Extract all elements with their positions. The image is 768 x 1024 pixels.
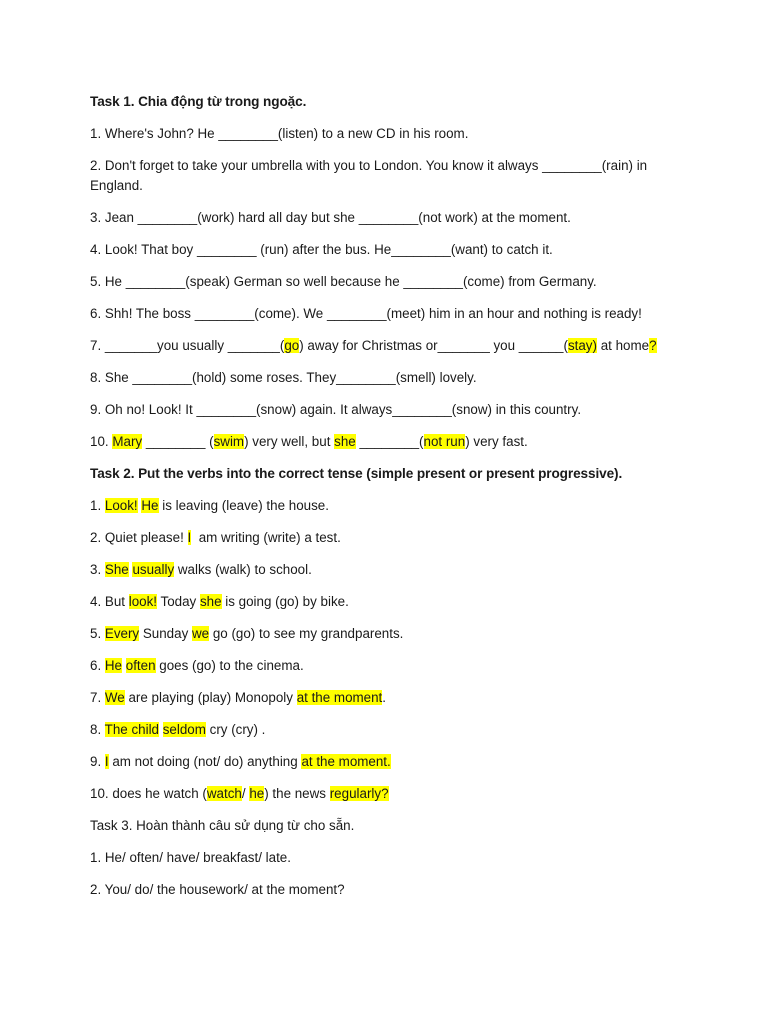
highlighted-text: go — [284, 338, 300, 353]
exercise-item — [90, 784, 690, 804]
highlighted-text: at the moment. — [301, 754, 391, 769]
item-text: ) the news — [264, 786, 330, 801]
highlighted-text: Mary — [112, 434, 143, 449]
item-text: cry (cry) . — [205, 722, 266, 737]
highlighted-text: he — [249, 786, 265, 801]
item-text: ________ ( — [142, 434, 214, 449]
item-text: 10. — [90, 434, 113, 449]
exercise-item — [90, 720, 690, 740]
task1-heading: Task 1. Chia động từ trong ngoặc. — [90, 94, 307, 109]
item-text: / — [241, 786, 250, 801]
document-content — [90, 92, 690, 912]
exercise-item — [90, 336, 690, 356]
exercise-item — [90, 240, 690, 260]
highlighted-text: watch — [206, 786, 242, 801]
exercise-item — [90, 304, 690, 324]
item-text: 6. Shh! The boss ________(come). We ________(meet) him in an hour and nothing is ready! — [90, 306, 642, 321]
task2-section — [90, 464, 690, 804]
highlighted-text: look! — [128, 594, 158, 609]
highlighted-text: I — [104, 754, 109, 769]
exercise-item — [90, 156, 690, 196]
item-text: 7. _______you usually _______( — [90, 338, 285, 353]
highlighted-text: She — [104, 562, 129, 577]
exercise-item — [90, 688, 690, 708]
item-text: 3. Jean ________(work) hard all day but she ________(not work) at the moment. — [90, 210, 571, 225]
highlighted-text: she — [199, 594, 222, 609]
item-text: 5. He ________(speak) German so well because he ________(come) from Germany. — [90, 274, 597, 289]
highlighted-text: swim — [213, 434, 245, 449]
highlighted-text: Every — [104, 626, 140, 641]
exercise-item — [90, 528, 690, 548]
exercise-item — [90, 124, 690, 144]
exercise-item — [90, 848, 690, 868]
item-text: 9. — [90, 754, 105, 769]
item-text: . — [382, 690, 387, 705]
item-text: 6. — [90, 658, 105, 673]
item-text: 2. Don't forget to take your umbrella with you to London. You know it always ________(rain) in England. — [90, 158, 651, 193]
task3-section — [90, 816, 690, 900]
item-text: ________( — [355, 434, 424, 449]
item-text: am not doing (not/ do) anything — [108, 754, 302, 769]
exercise-item — [90, 592, 690, 612]
exercise-item — [90, 656, 690, 676]
exercise-item — [90, 368, 690, 388]
exercise-item — [90, 496, 690, 516]
highlighted-text: seldom — [162, 722, 206, 737]
exercise-item — [90, 624, 690, 644]
item-text: 1. — [90, 498, 105, 513]
task2-list — [90, 496, 690, 804]
item-text: 4. But — [90, 594, 129, 609]
exercise-item — [90, 560, 690, 580]
item-text: are playing (play) Monopoly — [124, 690, 297, 705]
item-text: am writing (write) a test. — [191, 530, 341, 545]
item-text: 3. — [90, 562, 105, 577]
highlighted-text: I — [187, 530, 192, 545]
item-text: ) very fast. — [465, 434, 528, 449]
item-text: 5. — [90, 626, 105, 641]
exercise-item — [90, 880, 690, 900]
highlighted-text: she — [334, 434, 356, 449]
exercise-item — [90, 272, 690, 292]
item-text: 10. does he watch ( — [90, 786, 207, 801]
highlighted-text: stay) — [567, 338, 597, 353]
item-text: 4. Look! That boy ________ (run) after the bus. He________(want) to catch it. — [90, 242, 553, 257]
item-text: at home — [596, 338, 650, 353]
highlighted-text: The child — [104, 722, 159, 737]
task2-heading: Task 2. Put the verbs into the correct tense (simple present or present progressive). — [90, 466, 623, 481]
item-text: go (go) to see my grandparents. — [209, 626, 404, 641]
item-text: 2. Quiet please! — [90, 530, 188, 545]
task3-heading: Task 3. Hoàn thành câu sử dụng từ cho sẵn. — [90, 818, 355, 833]
item-text: 1. He/ often/ have/ breakfast/ late. — [90, 850, 291, 865]
highlighted-text: He — [141, 498, 159, 513]
highlighted-text: We — [104, 690, 125, 705]
item-text: 2. You/ do/ the housework/ at the moment? — [90, 882, 345, 897]
item-text: 1. Where's John? He ________(listen) to a new CD in his room. — [90, 126, 469, 141]
highlighted-text: often — [125, 658, 156, 673]
item-text: 9. Oh no! Look! It ________(snow) again. It always________(snow) in this country. — [90, 402, 582, 417]
item-text: goes (go) to the cinema. — [155, 658, 304, 673]
highlighted-text: ? — [649, 338, 657, 353]
task1-list — [90, 124, 690, 452]
item-text: ) away for Christmas or_______ you ______( — [299, 338, 568, 353]
item-text: 8. — [90, 722, 105, 737]
item-text: is leaving (leave) the house. — [158, 498, 329, 513]
highlighted-text: not run — [423, 434, 466, 449]
highlighted-text: we — [191, 626, 210, 641]
highlighted-text: at the moment — [296, 690, 383, 705]
item-text: Today — [157, 594, 200, 609]
item-text: Sunday — [139, 626, 192, 641]
highlighted-text: Look! — [104, 498, 138, 513]
exercise-item — [90, 432, 690, 452]
item-text: 8. She ________(hold) some roses. They________(smell) lovely. — [90, 370, 477, 385]
item-text: ) very well, but — [244, 434, 335, 449]
exercise-item — [90, 400, 690, 420]
task3-list — [90, 848, 690, 900]
item-text: is going (go) by bike. — [221, 594, 349, 609]
highlighted-text: usually — [132, 562, 175, 577]
item-text: 7. — [90, 690, 105, 705]
highlighted-text: regularly? — [329, 786, 389, 801]
highlighted-text: He — [104, 658, 123, 673]
exercise-item — [90, 208, 690, 228]
item-text: walks (walk) to school. — [174, 562, 312, 577]
task1-section — [90, 92, 690, 452]
exercise-item — [90, 752, 690, 772]
